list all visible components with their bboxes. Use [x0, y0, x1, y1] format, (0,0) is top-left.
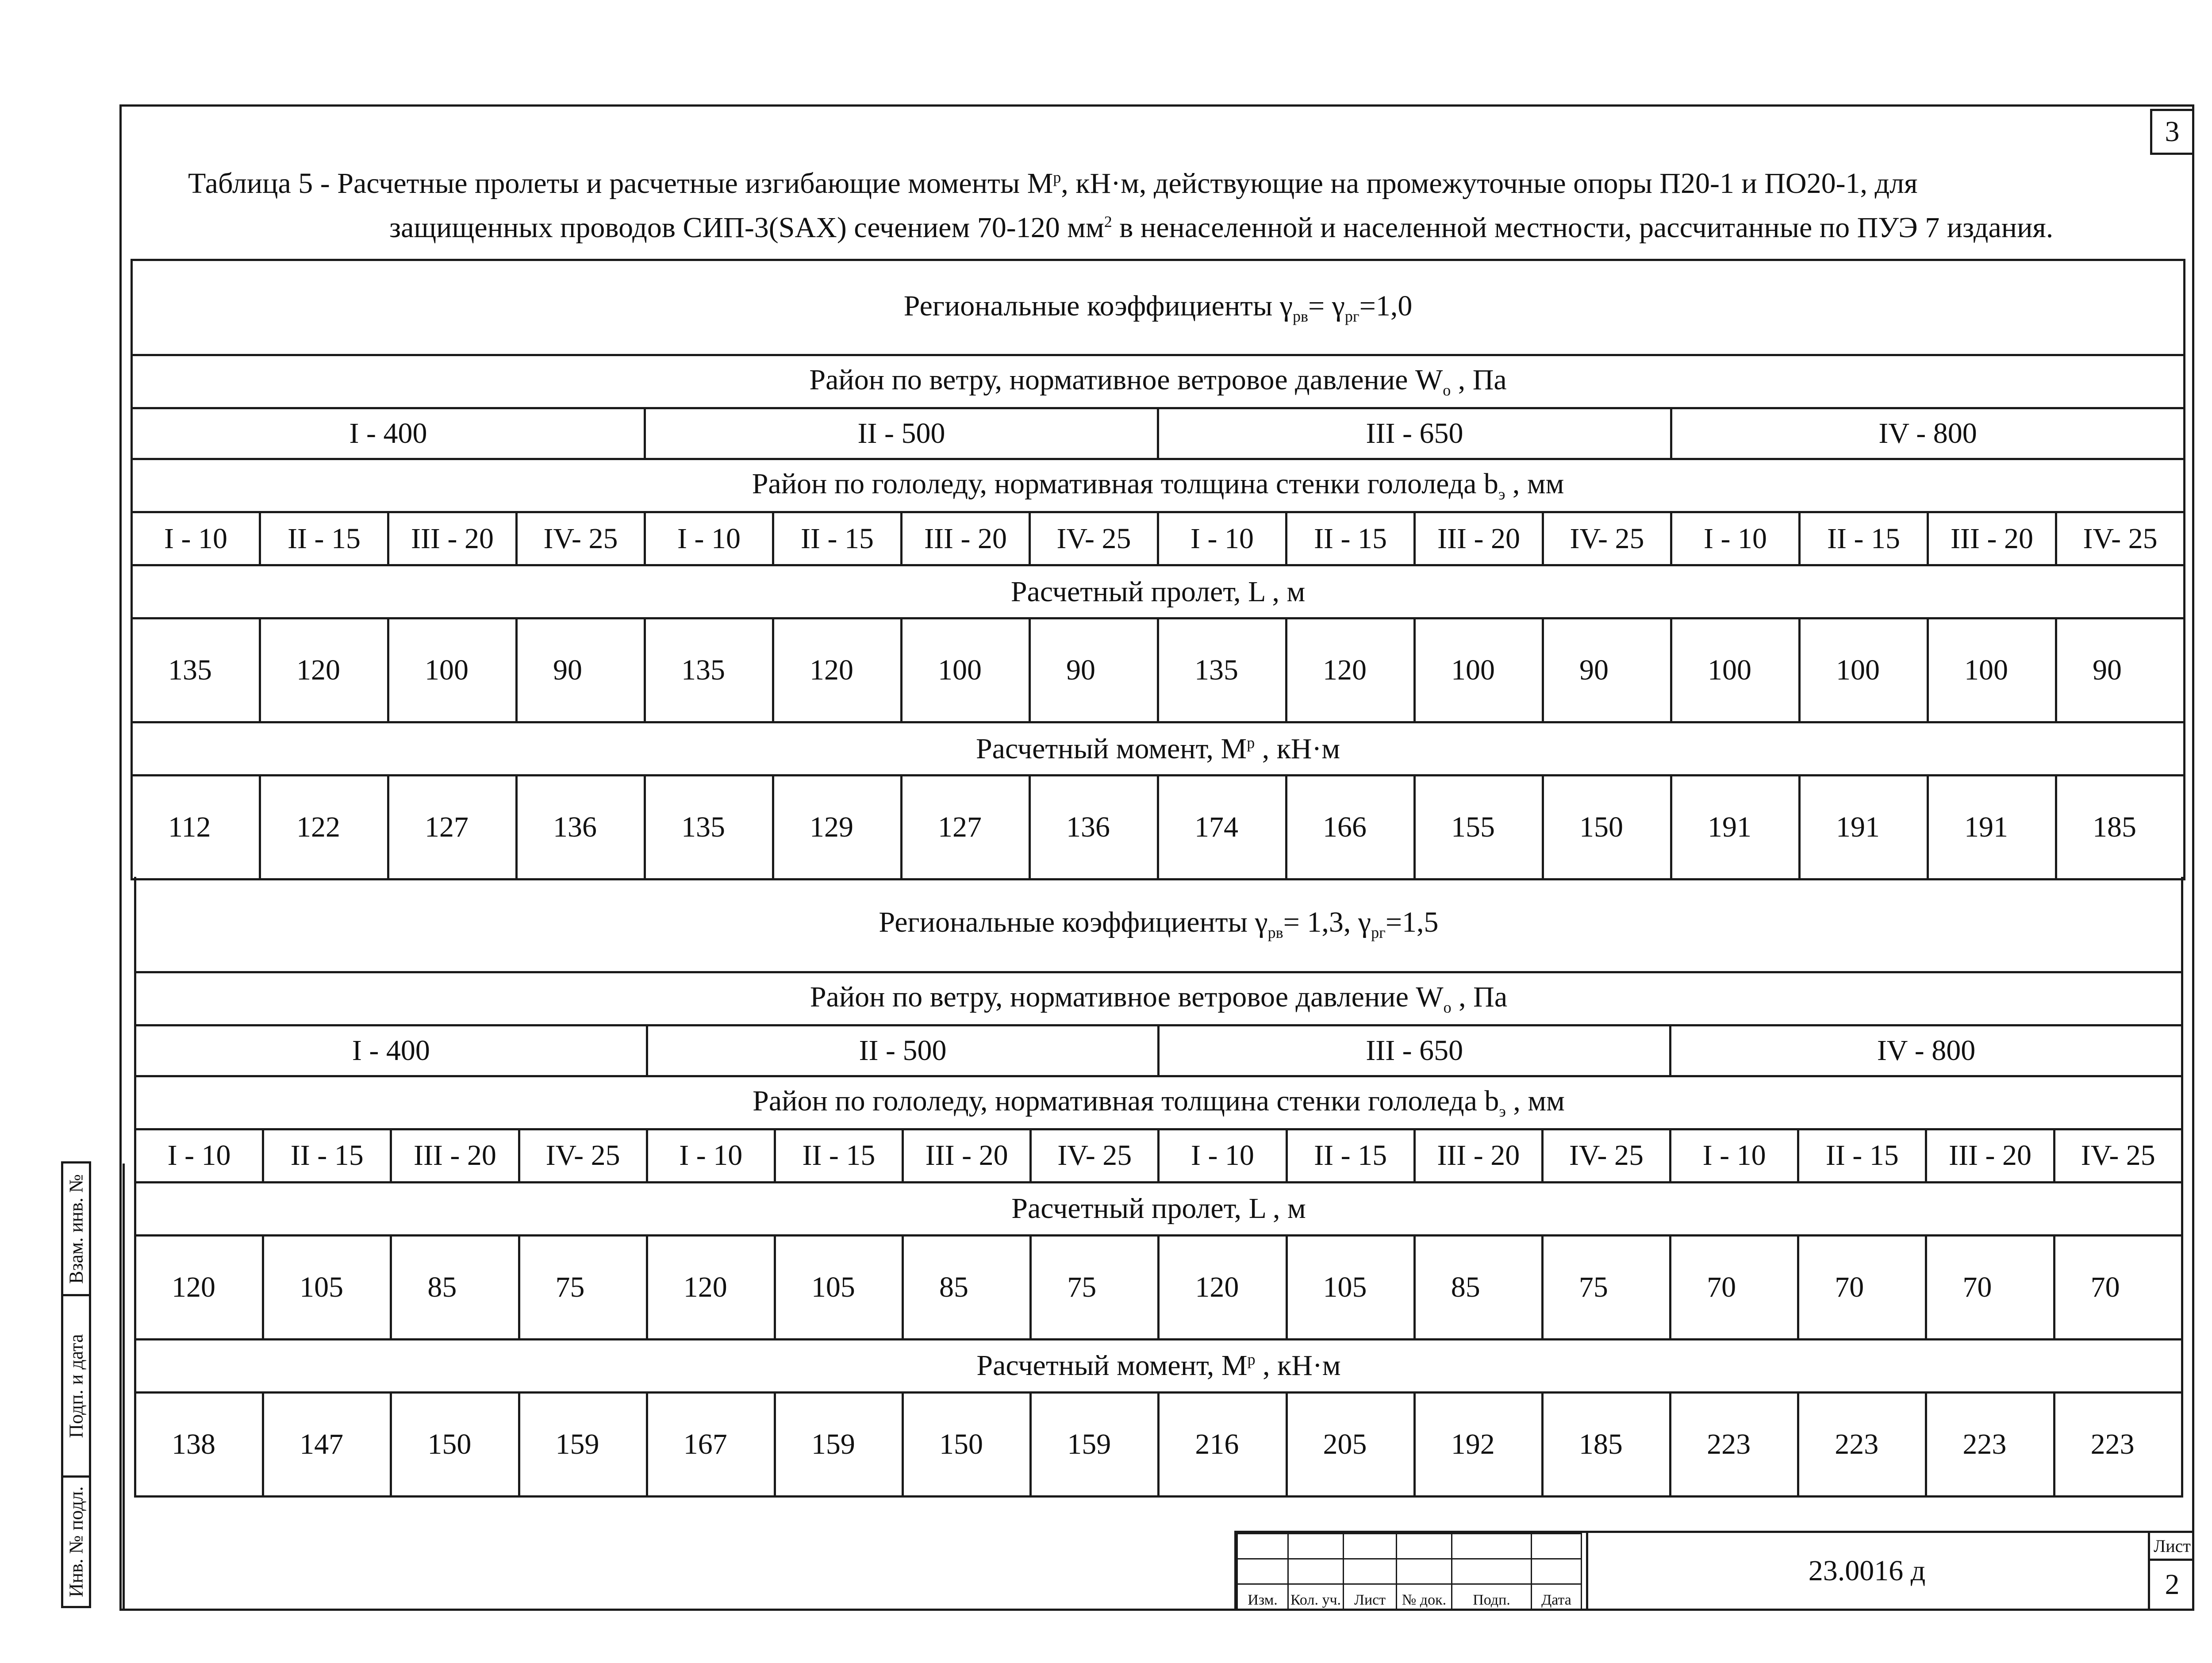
wind-zone: IV - 800	[1671, 1025, 2182, 1076]
moment-value: 127	[902, 776, 1030, 880]
span-value: 85	[1414, 1235, 1542, 1339]
table-block-1	[131, 259, 2183, 880]
span-value: 100	[902, 618, 1030, 722]
span-value: 120	[647, 1235, 775, 1339]
span-value: 90	[517, 618, 645, 722]
revision-table	[1237, 1533, 1582, 1610]
moment-value: 159	[519, 1392, 647, 1496]
wind-zone: II - 500	[645, 408, 1158, 459]
moment-value: 223	[2054, 1392, 2182, 1496]
span-value: 100	[1415, 618, 1543, 722]
span-value: 75	[1542, 1235, 1670, 1339]
ice-zone: II - 15	[1286, 1129, 1414, 1182]
page-number-top: 3	[2150, 109, 2194, 155]
moment-value: 112	[132, 776, 260, 880]
table-caption	[188, 158, 2179, 247]
moment-value: 155	[1415, 776, 1543, 880]
span-value: 135	[132, 618, 260, 722]
moment-value: 150	[1543, 776, 1671, 880]
ice-zone: IV- 25	[519, 1129, 647, 1182]
ice-zone: I - 10	[1158, 512, 1286, 565]
document-code: 23.0016 д	[1586, 1533, 2146, 1609]
span-value: 70	[2054, 1235, 2182, 1339]
regional-coefficients-row: Региональные коэффициенты $\gamma_{рв}= \gamma_{рг}=1,0$	[132, 260, 2185, 355]
ice-zone: III - 20	[391, 1129, 519, 1182]
ice-zone: III - 20	[388, 512, 517, 565]
stamp-cell-replacement: Взам. инв. №	[63, 1164, 89, 1296]
span-header: Расчетный пролет, L , м	[135, 1182, 2182, 1235]
wind-zone: III - 650	[1158, 408, 1671, 459]
moments-row	[135, 1392, 2182, 1496]
span-value: 85	[903, 1235, 1031, 1339]
title-block	[1234, 1531, 2194, 1611]
moment-value: 135	[645, 776, 773, 880]
caption-line-1: Таблица 5 - Расчетные пролеты и расчетные изгибающие моменты $М^р$, кН·м, действующие на промежуточные опоры П20-1 и ПО20-1, для	[188, 167, 1918, 200]
span-value: 70	[1798, 1235, 1926, 1339]
caption-line-2: защищенных проводов СИП-3(SAX) сечением 70-120 $мм^2$ в ненаселенной и населенной местности, рассчитанные по ПУЭ 7 издания.	[389, 211, 2054, 244]
span-value: 105	[263, 1235, 391, 1339]
moment-value: 223	[1671, 1392, 1798, 1496]
ice-zones-row	[135, 1129, 2182, 1182]
ice-zone: IV- 25	[1031, 1129, 1159, 1182]
moment-value: 185	[2056, 776, 2185, 880]
rev-col-label: Подп.	[1452, 1584, 1532, 1609]
span-value: 135	[1158, 618, 1286, 722]
span-value: 135	[645, 618, 773, 722]
moment-value: 138	[135, 1392, 263, 1496]
moment-value: 167	[647, 1392, 775, 1496]
span-value: 90	[1030, 618, 1158, 722]
ice-zone: I - 10	[1671, 1129, 1798, 1182]
ice-zone: III - 20	[1414, 1129, 1542, 1182]
moment-header: Расчетный момент, $М^р$ , кН·м	[132, 722, 2185, 776]
sheet-box	[2148, 1533, 2194, 1609]
ice-zone: IV- 25	[517, 512, 645, 565]
moment-value: 147	[263, 1392, 391, 1496]
span-value: 120	[1286, 618, 1415, 722]
regional-coefficients-row: Региональные коэффициенты $\gamma_{рв}= 1,3$, $\gamma_{рг}=1,5$	[135, 877, 2182, 972]
stamp-separator	[92, 1164, 125, 1610]
wind-zone: I - 400	[135, 1025, 647, 1076]
span-value: 90	[1543, 618, 1671, 722]
moment-value: 127	[388, 776, 517, 880]
span-value: 100	[1800, 618, 1928, 722]
moment-value: 150	[391, 1392, 519, 1496]
span-value: 70	[1926, 1235, 2054, 1339]
moment-value: 150	[903, 1392, 1031, 1496]
span-value: 75	[519, 1235, 647, 1339]
stamp-cell-signature-date: Подп. и дата	[63, 1296, 89, 1478]
spans-row	[135, 1235, 2182, 1339]
ice-zone: IV- 25	[1543, 512, 1671, 565]
span-value: 75	[1031, 1235, 1159, 1339]
ice-zone: I - 10	[647, 1129, 775, 1182]
ice-zone: I - 10	[1671, 512, 1800, 565]
span-value: 105	[1286, 1235, 1414, 1339]
moment-value: 136	[1030, 776, 1158, 880]
ice-header: Район по гололеду, нормативная толщина стенки гололеда $b_э$ , мм	[135, 1076, 2182, 1129]
moment-value: 122	[260, 776, 388, 880]
ice-header: Район по гололеду, нормативная толщина стенки гололеда $b_э$ , мм	[132, 459, 2185, 512]
rev-col-label: Дата	[1532, 1584, 1582, 1609]
wind-header: Район по ветру, нормативное ветровое давление $W_о$ , Па	[135, 972, 2182, 1025]
ice-zone: III - 20	[1926, 1129, 2054, 1182]
span-value: 120	[260, 618, 388, 722]
ice-zone: III - 20	[903, 1129, 1031, 1182]
ice-zone: IV- 25	[2054, 1129, 2182, 1182]
moment-value: 129	[773, 776, 902, 880]
ice-zone: III - 20	[902, 512, 1030, 565]
span-value: 85	[391, 1235, 519, 1339]
sheet-number: 2	[2165, 1568, 2180, 1601]
wind-zone: II - 500	[647, 1025, 1159, 1076]
ice-zone: II - 15	[260, 512, 388, 565]
wind-header: Район по ветру, нормативное ветровое давление $W_о$ , Па	[132, 355, 2185, 408]
rev-col-label: Кол. уч.	[1288, 1584, 1344, 1609]
ice-zone: III - 20	[1415, 512, 1543, 565]
ice-zone: I - 10	[1159, 1129, 1286, 1182]
span-value: 120	[1159, 1235, 1286, 1339]
moment-value: 191	[1671, 776, 1800, 880]
span-value: 120	[135, 1235, 263, 1339]
ice-zones-row	[132, 512, 2185, 565]
span-value: 90	[2056, 618, 2185, 722]
moment-value: 191	[1928, 776, 2056, 880]
moment-value: 223	[1926, 1392, 2054, 1496]
stamp-cell-original-inventory: Инв. № подл.	[65, 1486, 87, 1598]
span-value: 105	[775, 1235, 902, 1339]
rev-col-label: Изм.	[1237, 1584, 1288, 1609]
side-stamp	[61, 1161, 91, 1608]
moments-row	[132, 776, 2185, 880]
sheet-label: Лист	[2150, 1533, 2194, 1561]
moment-value: 191	[1800, 776, 1928, 880]
span-value: 120	[773, 618, 902, 722]
moment-value: 159	[1031, 1392, 1159, 1496]
ice-zone: II - 15	[1286, 512, 1415, 565]
moment-value: 223	[1798, 1392, 1926, 1496]
wind-zone: I - 400	[132, 408, 645, 459]
moment-value: 174	[1158, 776, 1286, 880]
moment-value: 166	[1286, 776, 1415, 880]
moment-header: Расчетный момент, $М^р$ , кН·м	[135, 1339, 2182, 1392]
ice-zone: II - 15	[1798, 1129, 1926, 1182]
span-value: 70	[1671, 1235, 1798, 1339]
ice-zone: II - 15	[1800, 512, 1928, 565]
moment-value: 185	[1542, 1392, 1670, 1496]
moment-value: 136	[517, 776, 645, 880]
span-value: 100	[1671, 618, 1800, 722]
ice-zone: IV- 25	[1542, 1129, 1670, 1182]
rev-col-label: № док.	[1397, 1584, 1452, 1609]
ice-zone: I - 10	[132, 512, 260, 565]
moment-value: 192	[1414, 1392, 1542, 1496]
ice-zone: I - 10	[135, 1129, 263, 1182]
rev-col-label: Лист	[1344, 1584, 1397, 1609]
span-header: Расчетный пролет, L , м	[132, 565, 2185, 618]
span-value: 100	[1928, 618, 2056, 722]
ice-zone: II - 15	[773, 512, 902, 565]
span-value: 100	[388, 618, 517, 722]
data-table-2	[134, 877, 2183, 1498]
ice-zone: II - 15	[263, 1129, 391, 1182]
moment-value: 216	[1159, 1392, 1286, 1496]
ice-zone: I - 10	[645, 512, 773, 565]
table-block-2	[134, 877, 2183, 1498]
data-table-1	[131, 259, 2185, 880]
wind-zone: III - 650	[1159, 1025, 1671, 1076]
ice-zone: III - 20	[1928, 512, 2056, 565]
ice-zone: IV- 25	[1030, 512, 1158, 565]
ice-zone: II - 15	[775, 1129, 902, 1182]
wind-zone: IV - 800	[1671, 408, 2185, 459]
spans-row	[132, 618, 2185, 722]
moment-value: 205	[1286, 1392, 1414, 1496]
ice-zone: IV- 25	[2056, 512, 2185, 565]
moment-value: 159	[775, 1392, 902, 1496]
